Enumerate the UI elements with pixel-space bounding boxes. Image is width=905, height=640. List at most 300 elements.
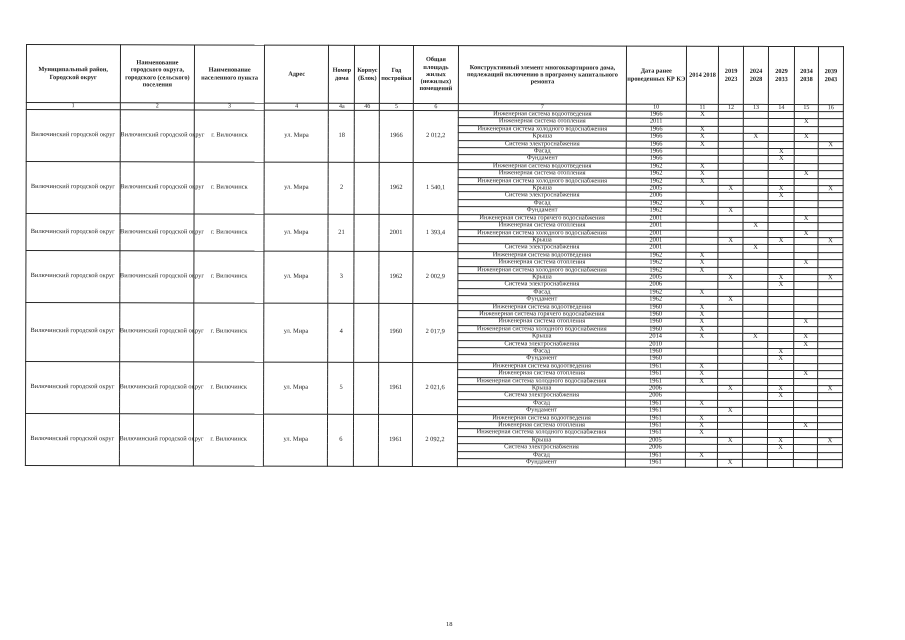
period-mark-cell: X xyxy=(818,141,843,148)
previous-repair-date-cell: 2011 xyxy=(626,118,686,126)
period-mark-cell xyxy=(718,356,743,363)
settlement-cell: Вилючинский городской округ xyxy=(120,162,195,214)
address-cell: ул. Мира xyxy=(264,303,329,362)
period-mark-cell xyxy=(818,349,843,356)
table-row xyxy=(26,413,843,423)
house-number-cell: 21 xyxy=(328,214,354,251)
period-mark-cell: X xyxy=(686,289,718,296)
previous-repair-date-cell: 1961 xyxy=(625,422,685,430)
address-cell: ул. Мира xyxy=(264,162,329,214)
period-mark-cell: X xyxy=(686,326,718,333)
column-number: 11 xyxy=(686,104,718,111)
period-mark-cell: X xyxy=(718,274,743,281)
period-mark-cell xyxy=(818,171,843,178)
period-mark-cell xyxy=(718,371,743,378)
period-mark-cell: X xyxy=(686,126,718,133)
period-mark-cell xyxy=(686,222,718,229)
period-mark-cell xyxy=(768,126,794,133)
table-row xyxy=(26,250,843,260)
period-mark-cell xyxy=(794,141,818,148)
period-mark-cell: X xyxy=(743,134,768,141)
period-mark-cell xyxy=(743,371,768,378)
district-cell: Вилючинский городской округ xyxy=(26,361,120,413)
previous-repair-date-cell: 1961 xyxy=(625,370,685,378)
previous-repair-date-cell: 1960 xyxy=(625,348,685,356)
element-name-cell: Система электроснабжения xyxy=(458,444,625,452)
period-mark-cell xyxy=(818,371,843,378)
previous-repair-date-cell: 1960 xyxy=(625,318,685,326)
period-mark-cell xyxy=(768,326,794,333)
period-mark-cell xyxy=(818,252,843,259)
period-mark-cell xyxy=(718,193,743,200)
previous-repair-date-cell: 1961 xyxy=(625,415,685,423)
area-cell: 1 540,1 xyxy=(413,162,459,214)
element-name-cell: Система электроснабжения xyxy=(458,281,625,289)
period-mark-cell xyxy=(743,267,768,274)
period-mark-cell xyxy=(817,445,842,452)
period-mark-cell: X xyxy=(718,296,743,303)
element-name-cell: Система электроснабжения xyxy=(458,392,625,400)
element-name-cell: Инженерная система холодного водоснабжения xyxy=(458,325,625,333)
period-mark-cell xyxy=(743,408,768,415)
period-mark-cell xyxy=(743,297,768,304)
address-cell: ул. Мира xyxy=(264,214,329,251)
period-mark-cell xyxy=(794,304,818,311)
period-mark-cell xyxy=(718,259,743,266)
previous-repair-date-cell: 1961 xyxy=(625,378,685,386)
period-mark-cell: X xyxy=(686,363,718,370)
period-mark-cell xyxy=(794,430,818,437)
period-mark-cell xyxy=(718,393,743,400)
period-mark-cell xyxy=(718,334,743,341)
period-mark-cell xyxy=(818,341,843,348)
period-mark-cell xyxy=(768,363,794,370)
settlement-cell: Вилючинский городской округ xyxy=(120,110,195,162)
locality-cell: г. Вилючинск xyxy=(194,251,264,303)
period-mark-cell: X xyxy=(794,371,818,378)
column-number: 4 xyxy=(264,103,328,110)
period-mark-cell xyxy=(818,260,843,267)
header-cell: Наименование городского округа, городского (сельского) поселения xyxy=(120,45,195,103)
period-mark-cell xyxy=(743,304,768,311)
element-name-cell: Инженерная система холодного водоснабжения xyxy=(458,229,625,237)
period-mark-cell: X xyxy=(686,170,718,177)
period-mark-cell xyxy=(718,341,743,348)
period-mark-cell xyxy=(718,156,743,163)
period-mark-cell: X xyxy=(768,445,794,452)
element-name-cell: Крыша xyxy=(458,274,625,282)
period-mark-cell xyxy=(768,171,794,178)
period-mark-cell: X xyxy=(686,400,718,407)
period-mark-cell: X xyxy=(768,437,794,444)
period-mark-cell xyxy=(743,430,768,437)
period-mark-cell xyxy=(793,460,817,467)
period-mark-cell xyxy=(818,149,843,156)
house-number-cell: 6 xyxy=(328,414,354,466)
period-mark-cell xyxy=(768,163,794,170)
column-number: 3 xyxy=(195,103,265,110)
period-mark-cell xyxy=(794,200,818,207)
period-mark-cell: X xyxy=(718,208,743,215)
period-mark-cell xyxy=(718,319,743,326)
period-mark-cell xyxy=(686,385,718,392)
period-mark-cell xyxy=(818,193,843,200)
period-mark-cell xyxy=(718,415,743,422)
block-cell xyxy=(354,303,379,362)
period-mark-cell: X xyxy=(768,393,794,400)
period-mark-cell xyxy=(686,208,718,215)
period-mark-cell xyxy=(768,215,794,222)
period-mark-cell xyxy=(818,126,843,133)
element-name-cell: Инженерная система холодного водоснабжения xyxy=(458,177,625,185)
element-name-cell: Фасад xyxy=(458,399,625,407)
period-mark-cell xyxy=(768,297,794,304)
header-cell: Год постройки xyxy=(380,45,413,103)
period-mark-cell xyxy=(743,437,768,444)
district-cell: Вилючинский городской округ xyxy=(26,161,120,213)
header-cell: 2039 2043 xyxy=(818,47,843,105)
period-mark-cell xyxy=(794,400,818,407)
period-mark-cell xyxy=(818,289,843,296)
period-mark-cell xyxy=(718,282,743,289)
period-mark-cell xyxy=(818,156,843,163)
previous-repair-date-cell: 1962 xyxy=(626,259,686,267)
period-mark-cell: X xyxy=(686,252,718,259)
district-cell: Вилючинский городской округ xyxy=(26,110,120,162)
period-mark-cell: X xyxy=(817,437,842,444)
period-mark-cell xyxy=(768,334,794,341)
period-mark-cell xyxy=(794,156,818,163)
header-cell: Муниципальный район, Городской округ xyxy=(26,45,120,103)
period-mark-cell xyxy=(743,208,768,215)
period-mark-cell xyxy=(718,222,743,229)
period-mark-cell: X xyxy=(794,230,818,237)
area-cell: 2 021,6 xyxy=(412,362,458,414)
page-number: 18 xyxy=(446,621,453,628)
period-mark-cell: X xyxy=(768,148,794,155)
house-number-cell: 18 xyxy=(329,110,355,162)
period-mark-cell xyxy=(743,185,768,192)
period-mark-cell xyxy=(768,111,794,118)
period-mark-cell xyxy=(743,311,768,318)
period-mark-cell: X xyxy=(794,423,818,430)
period-mark-cell: X xyxy=(718,437,743,444)
previous-repair-date-cell: 1961 xyxy=(625,407,685,415)
period-mark-cell xyxy=(794,193,818,200)
period-mark-cell xyxy=(685,459,717,466)
period-mark-cell xyxy=(768,423,794,430)
period-mark-cell xyxy=(743,119,768,126)
period-mark-cell xyxy=(743,200,768,207)
element-name-cell: Фасад xyxy=(458,348,625,356)
settlement-cell: Вилючинский городской округ xyxy=(120,213,195,250)
block-cell xyxy=(354,162,379,214)
repair-program-table xyxy=(25,44,844,468)
period-mark-cell xyxy=(686,341,718,348)
period-mark-cell xyxy=(743,178,768,185)
table-body xyxy=(25,110,843,468)
previous-repair-date-cell: 1962 xyxy=(626,252,686,260)
period-mark-cell xyxy=(818,223,843,230)
period-mark-cell xyxy=(794,297,818,304)
build-year-cell: 1962 xyxy=(379,251,412,303)
period-mark-cell xyxy=(794,408,818,415)
period-mark-cell xyxy=(686,230,718,237)
header-cell: 2019 2023 xyxy=(719,46,744,104)
previous-repair-date-cell: 1962 xyxy=(626,289,686,297)
block-cell xyxy=(354,362,379,414)
period-mark-cell xyxy=(743,274,768,281)
period-mark-cell xyxy=(768,304,794,311)
period-mark-cell xyxy=(768,415,794,422)
period-mark-cell xyxy=(743,422,768,429)
period-mark-cell xyxy=(686,348,718,355)
period-mark-cell xyxy=(719,111,744,118)
element-name-cell: Инженерная система водоотведения xyxy=(458,414,625,422)
period-mark-cell: X xyxy=(743,222,768,229)
period-mark-cell xyxy=(718,348,743,355)
previous-repair-date-cell: 1966 xyxy=(626,141,686,149)
locality-cell: г. Вилючинск xyxy=(194,162,264,214)
period-mark-cell: X xyxy=(818,237,843,244)
previous-repair-date-cell: 1961 xyxy=(625,363,685,371)
area-cell: 1 393,4 xyxy=(413,214,459,251)
period-mark-cell xyxy=(768,311,794,318)
house-number-cell: 4 xyxy=(328,303,354,362)
period-mark-cell xyxy=(817,452,842,459)
period-mark-cell: X xyxy=(686,163,718,170)
period-mark-cell: X xyxy=(768,274,794,281)
period-mark-cell xyxy=(743,452,768,459)
period-mark-cell xyxy=(743,156,768,163)
period-mark-cell xyxy=(743,319,768,326)
period-mark-cell xyxy=(768,134,794,141)
period-mark-cell: X xyxy=(686,267,718,274)
header-cell: Номер дома xyxy=(329,45,355,103)
element-name-cell: Система электроснабжения xyxy=(458,340,625,348)
previous-repair-date-cell: 2001 xyxy=(626,237,686,245)
period-mark-cell xyxy=(743,148,768,155)
column-number: 13 xyxy=(743,104,768,111)
period-mark-cell xyxy=(768,408,794,415)
period-mark-cell xyxy=(794,274,818,281)
period-mark-cell: X xyxy=(686,378,718,385)
previous-repair-date-cell: 1961 xyxy=(625,459,685,467)
period-mark-cell xyxy=(743,459,768,466)
previous-repair-date-cell: 1962 xyxy=(626,207,686,215)
period-mark-cell xyxy=(718,148,743,155)
period-mark-cell xyxy=(743,400,768,407)
area-cell: 2 017,9 xyxy=(412,303,458,362)
period-mark-cell xyxy=(718,163,743,170)
house-number-cell: 5 xyxy=(328,362,354,414)
previous-repair-date-cell: 2014 xyxy=(625,333,685,341)
element-name-cell: Крыша xyxy=(458,385,625,393)
period-mark-cell: X xyxy=(718,185,743,192)
period-mark-cell: X xyxy=(768,348,794,355)
period-mark-cell xyxy=(743,385,768,392)
period-mark-cell: X xyxy=(686,178,718,185)
period-mark-cell xyxy=(818,326,843,333)
element-name-cell: Инженерная система отопления xyxy=(458,370,625,378)
period-mark-cell xyxy=(718,134,743,141)
locality-cell: г. Вилючинск xyxy=(195,110,265,162)
period-mark-cell xyxy=(768,371,794,378)
period-mark-cell xyxy=(718,363,743,370)
previous-repair-date-cell: 1961 xyxy=(625,430,685,438)
district-cell: Вилючинский городской округ xyxy=(25,413,119,465)
table-row xyxy=(26,213,843,223)
build-year-cell: 1961 xyxy=(379,362,412,414)
column-number: 5 xyxy=(380,103,413,110)
period-mark-cell xyxy=(718,422,743,429)
period-mark-cell xyxy=(794,178,818,185)
element-name-cell: Инженерная система водоотведения xyxy=(458,362,625,370)
period-mark-cell xyxy=(817,415,842,422)
period-mark-cell xyxy=(818,334,843,341)
element-name-cell: Фасад xyxy=(458,200,625,208)
period-mark-cell xyxy=(768,252,794,259)
element-name-cell: Фундамент xyxy=(458,296,625,304)
header-cell: 2029 2033 xyxy=(768,46,794,104)
previous-repair-date-cell: 2006 xyxy=(625,444,685,452)
header-cell: 2024 2028 xyxy=(743,46,768,104)
element-name-cell: Фасад xyxy=(458,451,625,459)
column-number: 4б xyxy=(355,103,380,110)
previous-repair-date-cell: 1961 xyxy=(625,400,685,408)
period-mark-cell xyxy=(818,304,843,311)
element-name-cell: Крыша xyxy=(458,237,625,245)
period-mark-cell: X xyxy=(794,119,818,126)
period-mark-cell: X xyxy=(768,186,794,193)
column-number: 14 xyxy=(768,104,794,111)
period-mark-cell: X xyxy=(818,386,843,393)
period-mark-cell xyxy=(818,245,843,252)
period-mark-cell xyxy=(718,126,743,133)
period-mark-cell xyxy=(768,289,794,296)
element-name-cell: Система электроснабжения xyxy=(458,192,625,200)
header-cell: Конструктивный элемент многоквартирного дома, подлежащий включению в программу капитального ремонта xyxy=(459,46,626,104)
period-mark-cell xyxy=(794,245,818,252)
previous-repair-date-cell: 2006 xyxy=(626,193,686,201)
period-mark-cell xyxy=(768,260,794,267)
period-mark-cell: X xyxy=(686,200,718,207)
period-mark-cell xyxy=(794,378,818,385)
period-mark-cell xyxy=(743,163,768,170)
period-mark-cell xyxy=(743,378,768,385)
period-mark-cell: X xyxy=(794,334,818,341)
period-mark-cell: X xyxy=(718,408,743,415)
element-name-cell: Фасад xyxy=(458,288,625,296)
element-name-cell: Инженерная система водоотведения xyxy=(459,162,626,170)
period-mark-cell xyxy=(817,423,842,430)
period-mark-cell: X xyxy=(768,237,794,244)
period-mark-cell xyxy=(768,319,794,326)
previous-repair-date-cell: 1962 xyxy=(626,170,686,178)
block-cell xyxy=(354,251,379,303)
column-number: 16 xyxy=(818,105,843,112)
element-name-cell: Система электроснабжения xyxy=(459,140,626,148)
period-mark-cell xyxy=(743,252,768,259)
period-mark-cell xyxy=(743,415,768,422)
previous-repair-date-cell: 2006 xyxy=(625,385,685,393)
element-name-cell: Инженерная система горячего водоснабжения xyxy=(458,311,625,319)
area-cell: 2 012,2 xyxy=(413,111,459,163)
period-mark-cell xyxy=(794,386,818,393)
period-mark-cell xyxy=(818,297,843,304)
previous-repair-date-cell: 1966 xyxy=(626,133,686,141)
previous-repair-date-cell: 1962 xyxy=(626,163,686,171)
table-row xyxy=(26,110,843,120)
element-name-cell: Инженерная система холодного водоснабжения xyxy=(458,266,625,274)
period-mark-cell xyxy=(743,363,768,370)
element-name-cell: Инженерная система отопления xyxy=(458,422,625,430)
house-number-cell: 3 xyxy=(328,251,354,303)
district-cell: Вилючинский городской округ xyxy=(26,250,120,302)
period-mark-cell: X xyxy=(794,215,818,222)
house-number-cell: 2 xyxy=(329,162,355,214)
period-mark-cell: X xyxy=(768,193,794,200)
period-mark-cell xyxy=(743,141,768,148)
period-mark-cell: X xyxy=(686,111,718,118)
period-mark-cell xyxy=(718,171,743,178)
settlement-cell: Вилючинский городской округ xyxy=(119,362,194,414)
period-mark-cell xyxy=(794,237,818,244)
column-number: 12 xyxy=(719,104,744,111)
period-mark-cell xyxy=(793,445,817,452)
previous-repair-date-cell: 2010 xyxy=(625,341,685,349)
settlement-cell: Вилючинский городской округ xyxy=(119,250,194,302)
column-number: 1 xyxy=(26,103,120,110)
period-mark-cell xyxy=(743,230,768,237)
period-mark-cell: X xyxy=(685,430,717,437)
period-mark-cell xyxy=(818,119,843,126)
previous-repair-date-cell: 1960 xyxy=(626,304,686,312)
period-mark-cell xyxy=(768,223,794,230)
column-number: 6 xyxy=(413,104,459,111)
period-mark-cell: X xyxy=(686,304,718,311)
block-cell xyxy=(355,110,380,162)
previous-repair-date-cell: 1966 xyxy=(626,111,686,119)
period-mark-cell xyxy=(767,452,793,459)
previous-repair-date-cell: 2001 xyxy=(626,230,686,238)
period-mark-cell: X xyxy=(768,156,794,163)
previous-repair-date-cell: 1966 xyxy=(626,148,686,156)
block-cell xyxy=(354,214,379,251)
element-name-cell: Инженерная система отопления xyxy=(459,170,626,178)
previous-repair-date-cell: 2006 xyxy=(625,393,685,401)
period-mark-cell xyxy=(743,341,768,348)
period-mark-cell xyxy=(743,445,768,452)
period-mark-cell xyxy=(818,363,843,370)
header-cell: Наименование населенного пункта xyxy=(195,45,265,103)
element-name-cell: Фундамент xyxy=(458,459,625,467)
build-year-cell: 2001 xyxy=(379,214,412,251)
previous-repair-date-cell: 1960 xyxy=(625,355,685,363)
district-cell: Вилючинский городской округ xyxy=(26,213,120,250)
build-year-cell: 1961 xyxy=(379,414,412,466)
element-name-cell: Фундамент xyxy=(459,155,626,163)
period-mark-cell: X xyxy=(794,319,818,326)
period-mark-cell xyxy=(818,319,843,326)
period-mark-cell xyxy=(818,400,843,407)
period-mark-cell xyxy=(794,289,818,296)
period-mark-cell xyxy=(818,312,843,319)
previous-repair-date-cell: 1962 xyxy=(626,178,686,186)
previous-repair-date-cell: 1962 xyxy=(626,267,686,275)
previous-repair-date-cell: 2001 xyxy=(626,244,686,252)
locality-cell: г. Вилючинск xyxy=(194,303,264,362)
